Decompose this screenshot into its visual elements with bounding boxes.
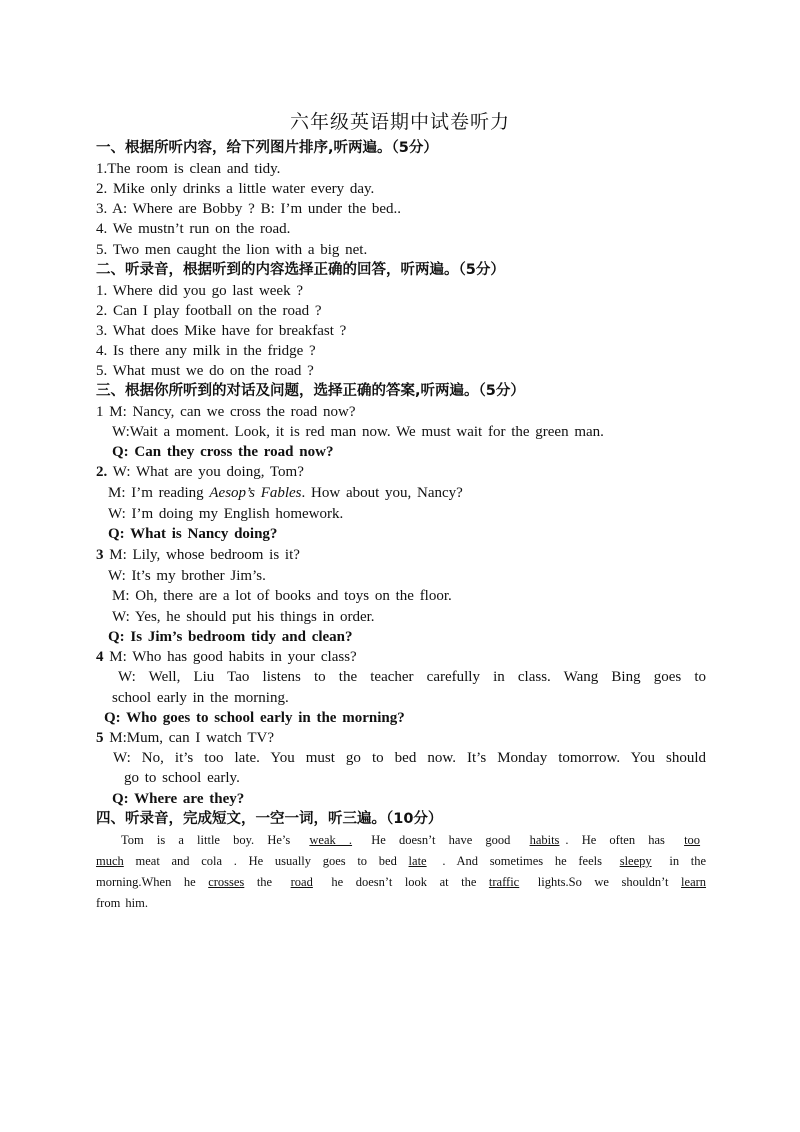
- cloze-answer: sleepy: [619, 854, 652, 868]
- book-title: Aesop’s Fables: [209, 485, 302, 501]
- section1-heading: 一、根据所听内容，给下列图片排序,听两遍。（5分）: [96, 140, 438, 156]
- section1-item: 2. Mike only drinks a little water every day.: [96, 181, 375, 197]
- cloze-answer: weak .: [309, 833, 353, 847]
- dialogue2-question: Q: What is Nancy doing?: [108, 526, 278, 542]
- cloze-answer: late: [408, 854, 427, 868]
- section2-item: 3. What does Mike have for breakfast ?: [96, 323, 347, 339]
- section2-item: 5. What must we do on the road ?: [96, 363, 314, 379]
- section1-item: 1.The room is clean and tidy.: [96, 161, 281, 177]
- dialogue1-line: 1 M: Nancy, can we cross the road now?: [96, 404, 356, 420]
- section2-item: 4. Is there any milk in the fridge ?: [96, 343, 316, 359]
- cloze-answer: too: [684, 833, 701, 847]
- section1-item: 5. Two men caught the lion with a big net.: [96, 242, 368, 258]
- page-title: 六年级英语期中试卷听力: [289, 111, 510, 133]
- dialogue3-line: W: It’s my brother Jim’s.: [108, 568, 266, 584]
- cloze-answer: habits: [529, 833, 560, 847]
- dialogue3-line: M: Oh, there are a lot of books and toys on the floor.: [112, 588, 452, 604]
- dialogue2-line: 2. W: What are you doing, Tom?: [96, 464, 304, 480]
- section4-heading: 四、听录音，完成短文，一空一词，听三遍。（10分）: [96, 811, 443, 827]
- dialogue3-question: Q: Is Jim’s bedroom tidy and clean?: [108, 629, 353, 645]
- section1-item: 3. A: Where are Bobby ? B: I’m under the bed..: [96, 201, 402, 217]
- dialogue5-line: 5 M:Mum, can I watch TV?: [96, 730, 275, 746]
- dialogue3-number: 3: [96, 547, 104, 563]
- dialogue1-question: Q: Can they cross the road now?: [112, 444, 334, 460]
- dialogue5-line: W: No, it’s too late. You must go to bed now. It’s Monday tomorrow. You should: [113, 750, 706, 766]
- section2-item: 1. Where did you go last week ?: [96, 283, 304, 299]
- cloze-line: morning.When he crosses the road he doesn’t look at the traffic lights.So we shouldn’t learn: [96, 875, 707, 889]
- dialogue1-line: W:Wait a moment. Look, it is red man now. We must wait for the green man.: [112, 424, 604, 440]
- cloze-answer: traffic: [488, 875, 520, 889]
- cloze-answer: much: [96, 854, 124, 868]
- section2-heading: 二、听录音，根据听到的内容选择正确的回答，听两遍。（5分）: [96, 262, 505, 278]
- cloze-answer: learn: [681, 875, 707, 889]
- dialogue2-number: 2.: [96, 464, 108, 480]
- dialogue4-line: W: Well, Liu Tao listens to the teacher carefully in class. Wang Bing goes to: [118, 669, 706, 685]
- cloze-line: from him.: [96, 896, 148, 910]
- dialogue5-number: 5: [96, 730, 104, 746]
- dialogue4-question: Q: Who goes to school early in the morning?: [104, 710, 405, 726]
- cloze-answer: road: [290, 875, 313, 889]
- cloze-answer: crosses: [208, 875, 245, 889]
- dialogue1-number: 1: [96, 404, 104, 420]
- dialogue4-number: 4: [96, 649, 104, 665]
- dialogue4-line: 4 M: Who has good habits in your class?: [96, 649, 357, 665]
- cloze-line: Tom is a little boy. He’s weak . He doesn’t have good habits . He often has too: [121, 831, 706, 849]
- section2-item: 2. Can I play football on the road ?: [96, 303, 322, 319]
- dialogue5-question: Q: Where are they?: [112, 791, 245, 807]
- section1-item: 4. We mustn’t run on the road.: [96, 221, 291, 237]
- cloze-line: much meat and cola . He usually goes to bed late . And sometimes he feels sleepy in the: [96, 854, 707, 868]
- dialogue3-line: 3 M: Lily, whose bedroom is it?: [96, 547, 300, 563]
- dialogue4-line: school early in the morning.: [112, 690, 289, 706]
- dialogue2-line: M: I’m reading Aesop’s Fables. How about you, Nancy?: [108, 485, 463, 501]
- dialogue5-line: go to school early.: [124, 770, 240, 786]
- dialogue3-line: W: Yes, he should put his things in order.: [112, 609, 375, 625]
- dialogue2-line: W: I’m doing my English homework.: [108, 506, 344, 522]
- section3-heading: 三、根据你所听到的对话及问题，选择正确的答案,听两遍。（5分）: [96, 383, 525, 399]
